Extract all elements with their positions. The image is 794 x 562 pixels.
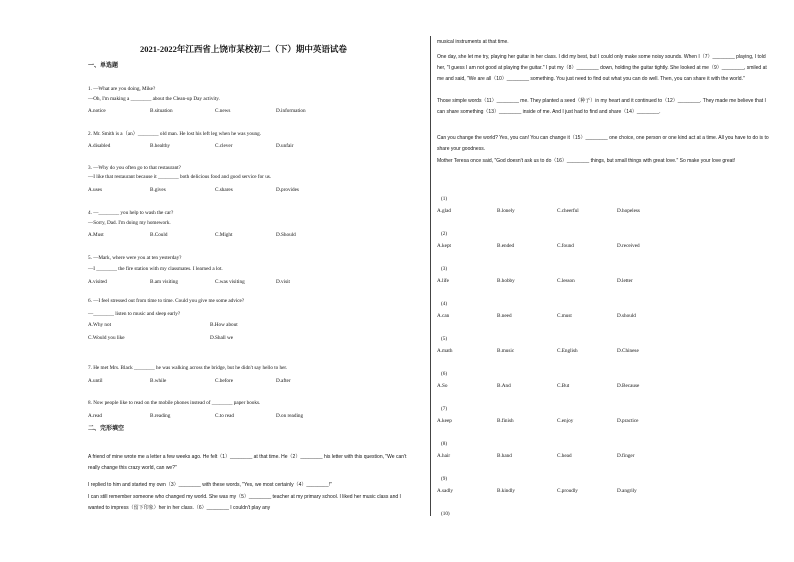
question-text: 4. —________ you help to wash the car?	[88, 210, 174, 216]
passage-paragraph: Mother Teresa once said, "God doesn't ask us to do（16）________ things, but small things with great love." So make your love great!	[437, 158, 736, 164]
question-text: 8. Now people like to read on the mobile phones instead of ________ paper books.	[88, 400, 261, 406]
answer-option: A.read	[88, 413, 102, 419]
passage-paragraph: Can you change the world? Yes, you can! You can change it（15）________ one choice, one person or one kind act at a time. All you have to do is to share your goodness.	[437, 135, 769, 152]
answer-option: A.uses	[88, 187, 102, 193]
answer-option: A.disabled	[88, 143, 111, 149]
section-heading: 二、完形填空	[88, 426, 125, 432]
answer-option: B.hobby	[497, 278, 515, 284]
passage-paragraph: I can still remember someone who changed my world. She was my（5）________ teacher at my primary school. I liked her music class and I wanted to impress（留下印象）her in her class.（6）________ I couldn't play any	[88, 494, 401, 511]
answer-option: D.Chinese	[617, 348, 639, 354]
answer-option: D.Should	[276, 232, 296, 238]
answer-option: B.while	[150, 378, 167, 384]
answer-option: C.found	[557, 243, 574, 249]
answer-option: D.Shall we	[210, 335, 234, 341]
answer-option: B.How about	[210, 322, 238, 328]
answer-option: B.music	[497, 348, 515, 354]
answer-option: C.enjoy	[557, 418, 574, 424]
answer-option: C.clever	[215, 143, 233, 149]
question-text: —________ listen to music and sleep early?	[88, 311, 181, 317]
answer-option: D.angrily	[617, 488, 637, 494]
question-text: —I ________ the fire station with my classmates. I learned a lot.	[88, 266, 223, 272]
question-text: —Sorry, Dad. I'm doing my homework.	[88, 220, 171, 226]
answer-option: A.math	[437, 348, 453, 354]
answer-option: B.lonely	[497, 208, 515, 214]
cloze-number: (3)	[441, 266, 448, 272]
answer-option: B.kindly	[497, 488, 516, 494]
answer-option: A.glad	[437, 208, 451, 214]
answer-option: C.news	[215, 108, 231, 114]
answer-option: C.shares	[215, 187, 233, 193]
passage-paragraph: One day, she let me try, playing her guitar in her class. I did my best, but I could only make some noisy sounds. When I（7）________ playing, I told her, "I guess I am not good at playing the guitar." I put my（8）________ down, holding the guitar tightly. She looked at me（9）________, smiled at me and said, "We are all（10）________ something. You just need to find out what you can do well. Then, you can share it with the world."	[437, 54, 767, 82]
page-title: 2021-2022年江西省上饶市某校初二（下）期中英语试卷	[140, 44, 347, 54]
passage-paragraph: I replied to him and started my own（3）________ with these words, "Yes, we most certainly（4）________!"	[88, 482, 332, 488]
answer-option: B.Could	[150, 232, 168, 238]
answer-option: C.cheerful	[557, 208, 579, 214]
passage-paragraph: A friend of mine wrote me a letter a few weeks ago. He felt（1）________ at that time. He（2）________ his letter with this question, "We can't really change this crazy world, can we?"	[88, 454, 407, 471]
answer-option: D.finger	[617, 453, 635, 459]
answer-option: A.can	[437, 313, 450, 319]
answer-option: A.Why not	[88, 322, 112, 328]
answer-option: B.ended	[497, 243, 515, 249]
answer-option: D.on reading	[276, 413, 304, 419]
answer-option: C.But	[557, 383, 570, 389]
answer-option: B.healthy	[150, 143, 171, 149]
answer-option: C.to read	[215, 413, 235, 419]
answer-option: C.proudly	[557, 488, 578, 494]
cloze-number: (6)	[441, 371, 448, 377]
question-text: 3. —Why do you often go to that restaurant?	[88, 165, 181, 171]
cloze-number: (4)	[441, 301, 448, 307]
answer-option: B.situation	[150, 108, 173, 114]
answer-option: D.information	[276, 108, 306, 114]
answer-option: B.And	[497, 383, 511, 389]
passage-paragraph: musical instruments at that time.	[437, 39, 509, 45]
answer-option: B.finish	[497, 418, 514, 424]
answer-option: C.before	[215, 378, 234, 384]
answer-option: B.need	[497, 313, 512, 319]
cloze-number: (2)	[441, 231, 448, 237]
cloze-number: (7)	[441, 406, 448, 412]
cloze-number: (5)	[441, 336, 448, 342]
answer-option: B.gives	[150, 187, 166, 193]
cloze-number: (9)	[441, 476, 448, 482]
passage-paragraph: Those simple words（11）________ me. They planted a seed（种子）in my heart and it continued to（12）________. They made me believe that I can share something（13）________ inside of me. And I just had to find and share（14）________.	[437, 98, 766, 115]
column-divider	[430, 36, 431, 516]
question-text: —I like that restaurant because it ________ both delicious food and good service for us.	[88, 174, 272, 180]
answer-option: D.hopeless	[617, 208, 640, 214]
question-text: 2. Mr. Smith is a（an）________ old man. He lost his left leg when he was young.	[88, 131, 262, 137]
answer-option: A.until	[88, 378, 103, 384]
question-text: 5. —Mark, where were you at ten yesterday?	[88, 255, 182, 261]
answer-option: A.hair	[437, 453, 451, 459]
answer-option: A.kept	[437, 243, 451, 249]
answer-option: B.am visiting	[150, 279, 178, 285]
answer-option: D.after	[276, 378, 291, 384]
answer-option: C.Might	[215, 232, 233, 238]
question-text: 1. —What are you doing, Mike?	[88, 86, 156, 92]
cloze-number: (8)	[441, 441, 448, 447]
answer-option: C.English	[557, 348, 578, 354]
answer-option: D.received	[617, 243, 640, 249]
answer-option: A.notice	[88, 108, 106, 114]
answer-option: A.Must	[88, 232, 104, 238]
answer-option: D.letter	[617, 278, 633, 284]
answer-option: D.unfair	[276, 143, 294, 149]
answer-option: C.lesson	[557, 278, 575, 284]
cloze-number: (10)	[441, 511, 450, 517]
answer-option: C.must	[557, 313, 572, 319]
answer-option: D.visit	[276, 279, 290, 285]
answer-option: B.hand	[497, 453, 512, 459]
answer-option: C.Would you like	[88, 335, 125, 341]
question-text: —Oh, I'm making a ________ about the Clean-up Day activity.	[88, 96, 220, 102]
answer-option: C.was visiting	[215, 279, 245, 285]
answer-option: A.So	[437, 383, 448, 389]
question-text: 7. He met Mrs. Black ________ he was walking across the bridge, but he didn't say hello to her.	[88, 365, 288, 371]
answer-option: D.should	[617, 313, 636, 319]
answer-option: C.head	[557, 453, 572, 459]
answer-option: D.practice	[617, 418, 639, 424]
answer-option: A.keep	[437, 418, 452, 424]
answer-option: D.Because	[617, 383, 640, 389]
question-text: 6. —I feel stressed out from time to time. Could you give me some advice?	[88, 298, 245, 304]
answer-option: B.reading	[150, 413, 171, 419]
answer-option: A.sadly	[437, 488, 453, 494]
cloze-number: (1)	[441, 196, 448, 202]
section-heading: 一、单选题	[88, 63, 119, 69]
answer-option: A.visited	[88, 279, 107, 285]
answer-option: D.provides	[276, 187, 299, 193]
answer-option: A.life	[437, 278, 449, 284]
